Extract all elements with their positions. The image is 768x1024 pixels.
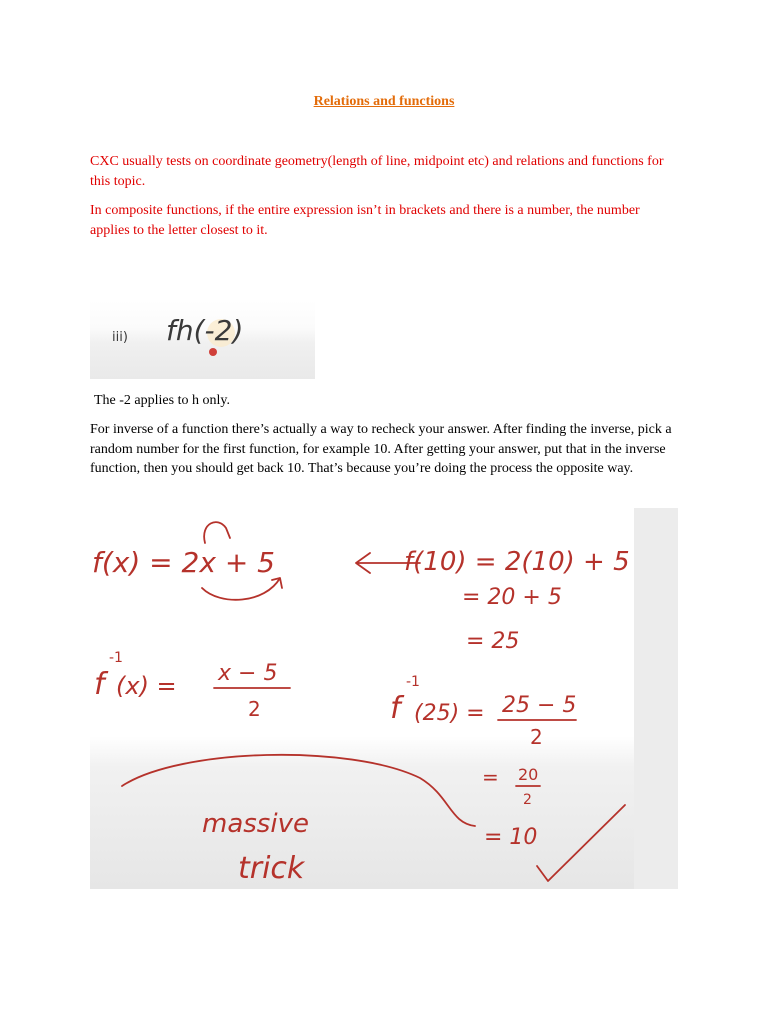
- check-mark-icon: [537, 805, 625, 881]
- part-label: iii): [112, 330, 128, 345]
- inverse-eval-f: f: [390, 691, 401, 726]
- inverse-eval-2-denominator: 2: [523, 792, 532, 808]
- note-line-1: massive: [202, 809, 309, 839]
- function-definition: f(x) = 2x + 5: [92, 546, 275, 579]
- inverse-superscript: -1: [109, 650, 123, 666]
- note-line-2: trick: [238, 851, 305, 886]
- inverse-argument: (x) =: [116, 672, 177, 700]
- inverse-eval-result: = 10: [484, 825, 538, 850]
- inverse-eval-argument: (25) =: [414, 701, 485, 726]
- composite-function-image: [90, 300, 315, 379]
- pointer-dot: [209, 348, 217, 356]
- inverse-check-image: [90, 508, 678, 889]
- inverse-eval-numerator: 25 − 5: [502, 693, 577, 718]
- inverse-paragraph: For inverse of a function there’s actually a way to recheck your answer. After finding the inverse, pick a random number for the first function, for example 10. After getting your answer, put that in the inverse function, then you should get back 10. That’s because you’re doing the process the opposite way.: [90, 422, 672, 476]
- composite-expression: fh(-2): [166, 314, 244, 347]
- inverse-eval-2-numerator: 20: [518, 765, 539, 784]
- evaluation-line-3: = 25: [466, 629, 520, 654]
- swap-arrow-bottom: [202, 578, 282, 600]
- caption-text: The -2 applies to h only.: [94, 393, 230, 408]
- inverse-f: f: [94, 667, 105, 702]
- inverse-eval-denominator: 2: [530, 725, 543, 749]
- intro-paragraph: CXC usually tests on coordinate geometry(length of line, midpoint etc) and relations and functions for this topic.: [90, 154, 664, 189]
- loop-arrow-top: [204, 522, 230, 543]
- inverse-numerator: x − 5: [218, 661, 278, 686]
- equals-sign: =: [482, 765, 499, 789]
- composite-paragraph: In composite functions, if the entire expression isn’t in brackets and there is a number, the number applies to the letter closest to it.: [90, 203, 640, 238]
- evaluation-line-2: = 20 + 5: [462, 585, 562, 610]
- page-title: Relations and functions: [313, 94, 455, 109]
- evaluation-line-1: f(10) = 2(10) + 5: [404, 547, 630, 577]
- inverse-eval-superscript: -1: [406, 674, 420, 690]
- inverse-denominator: 2: [248, 697, 261, 721]
